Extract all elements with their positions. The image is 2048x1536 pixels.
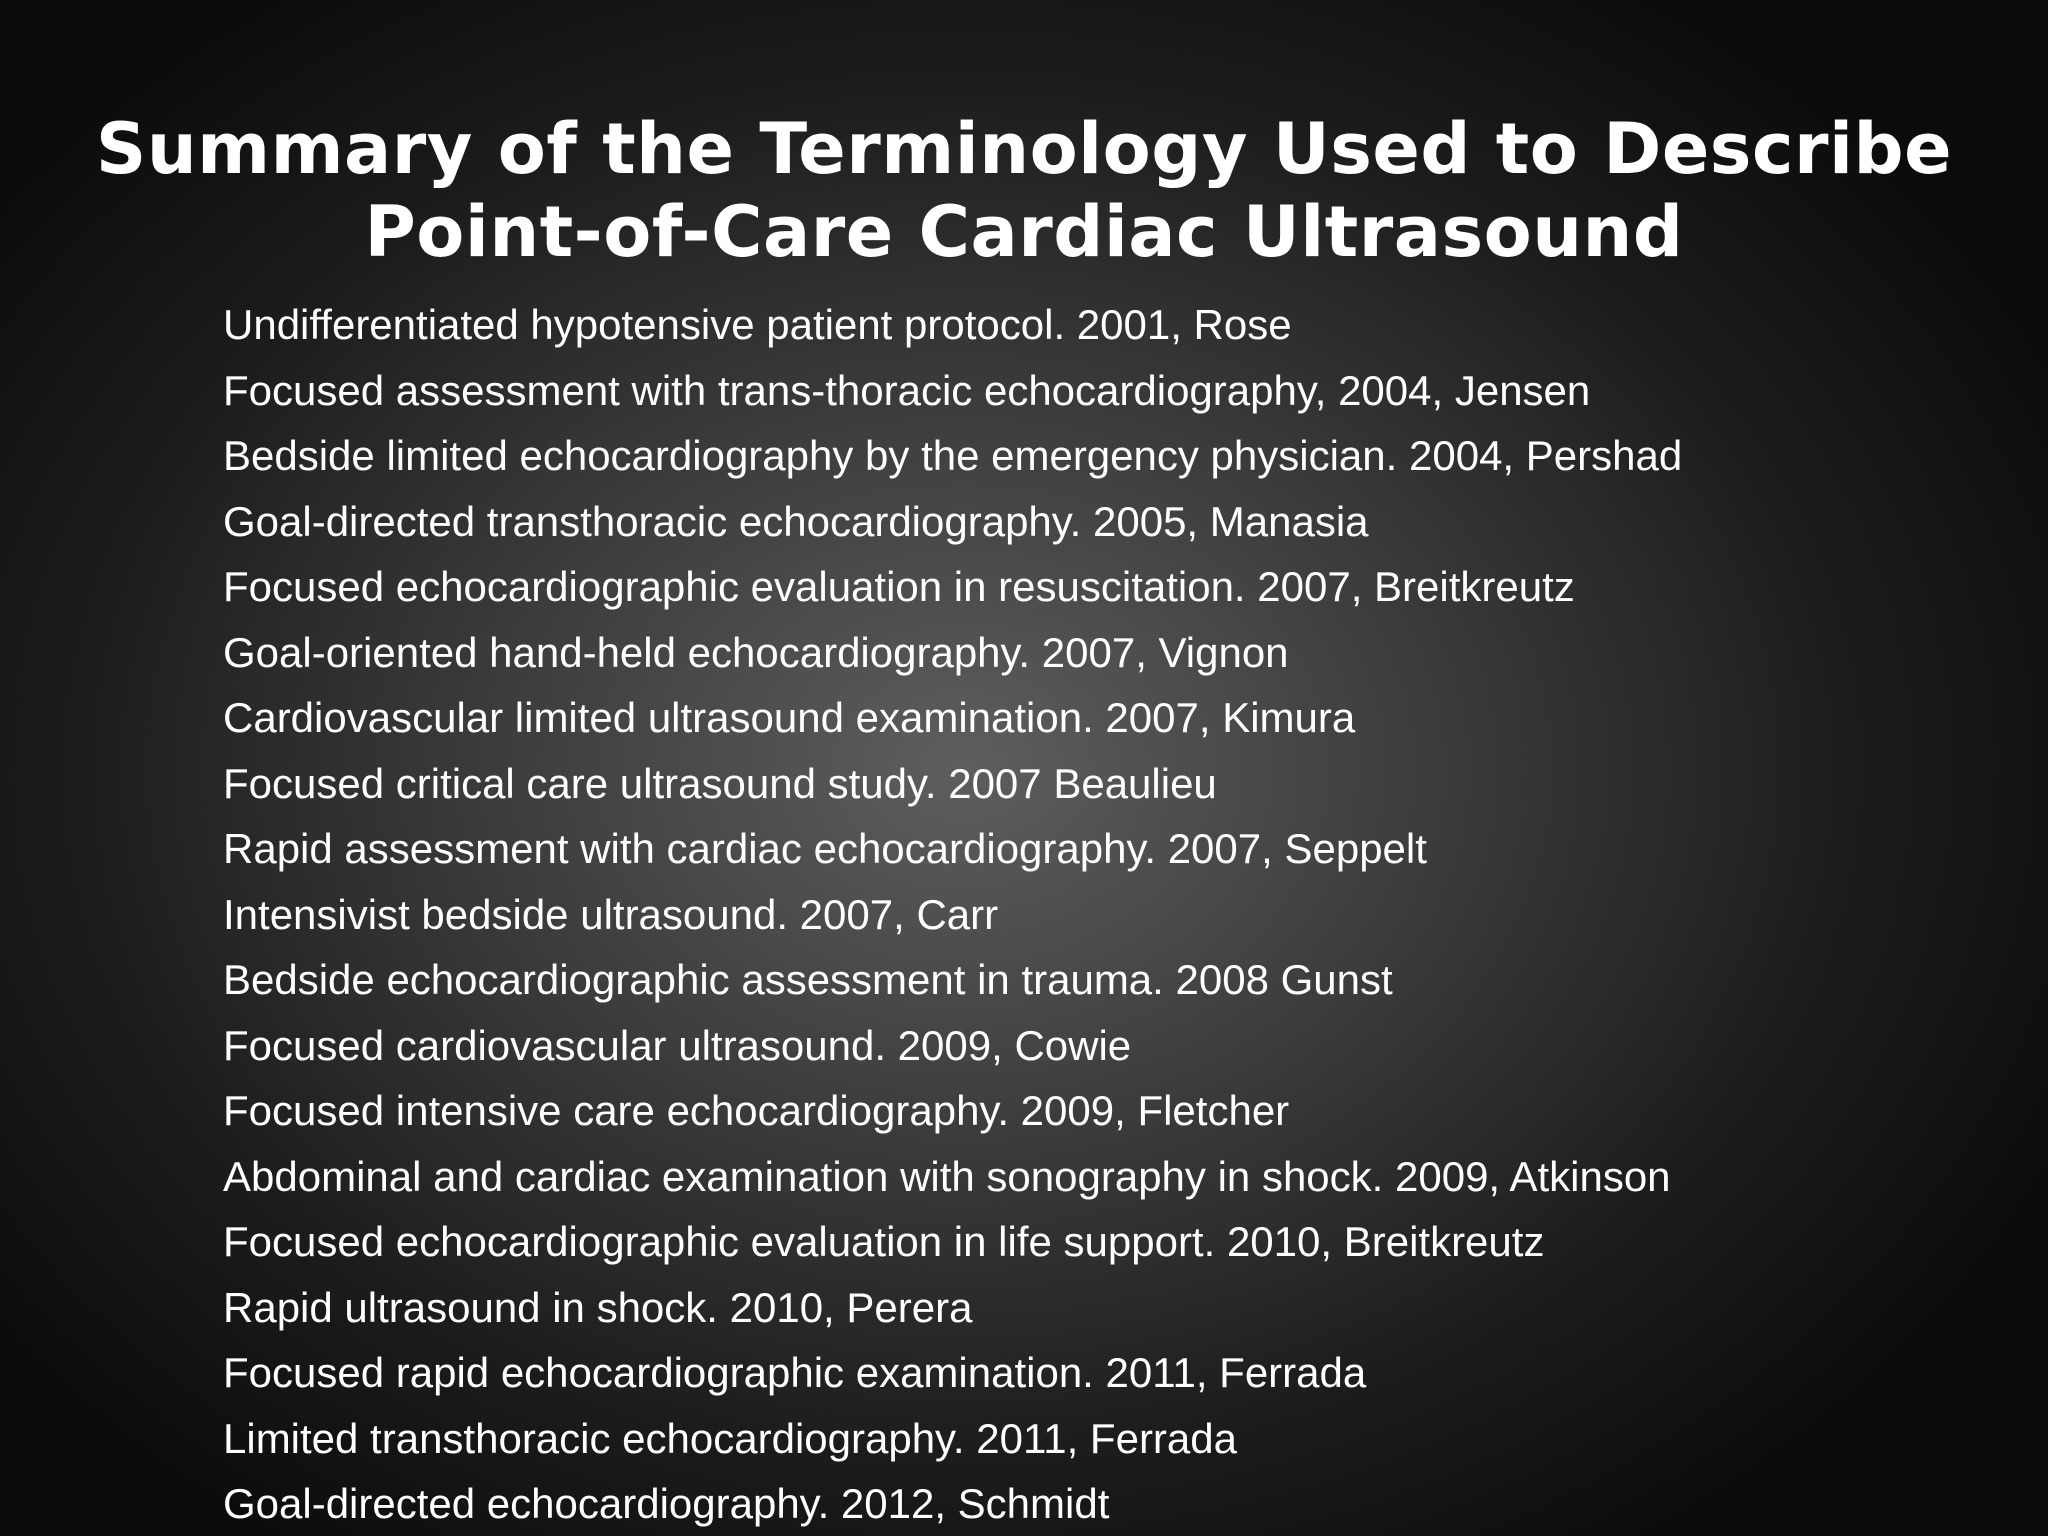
list-item: Goal-directed echocardiography. 2012, Schmidt: [223, 1480, 1110, 1527]
list-item: Intensivist bedside ultrasound. 2007, Carr: [223, 890, 999, 938]
list-item: Undifferentiated hypotensive patient protocol. 2001, Rose: [223, 301, 1292, 348]
list-item: Focused rapid echocardiographic examination. 2011, Ferrada: [223, 1349, 1367, 1396]
list-item: Focused intensive care echocardiography. 2009, Fletcher: [223, 1087, 1290, 1134]
terminology-list: [223, 292, 2003, 1536]
list-item: Focused echocardiographic evaluation in resuscitation. 2007, Breitkreutz: [223, 563, 1575, 610]
list-item: Focused echocardiographic evaluation in life support. 2010, Breitkreutz: [223, 1218, 1545, 1265]
list-item: Rapid assessment with cardiac echocardiography. 2007, Seppelt: [223, 825, 1427, 872]
list-item: Bedside echocardiographic assessment in trauma. 2008 Gunst: [223, 956, 1393, 1003]
list-item: Bedside limited echocardiography by the emergency physician. 2004, Pershad: [223, 432, 1683, 479]
list-item: Rapid ultrasound in shock. 2010, Perera: [223, 1283, 973, 1331]
list-item: Cardiovascular limited ultrasound examination. 2007, Kimura: [223, 694, 1356, 741]
list-item: Focused critical care ultrasound study. 2007 Beaulieu: [223, 759, 1217, 807]
list-item: Focused assessment with trans-thoracic echocardiography, 2004, Jensen: [223, 366, 1591, 414]
list-item: Focused cardiovascular ultrasound. 2009, Cowie: [223, 1021, 1132, 1069]
list-item: Limited transthoracic echocardiography. 2011, Ferrada: [223, 1414, 1237, 1462]
list-item: Goal-directed transthoracic echocardiography. 2005, Manasia: [223, 497, 1369, 545]
list-item: Abdominal and cardiac examination with sonography in shock. 2009, Atkinson: [223, 1152, 1671, 1200]
list-item: Goal-oriented hand-held echocardiography. 2007, Vignon: [223, 628, 1289, 676]
slide-title-line-1: Summary of the Terminology Used to Describe: [95, 108, 1953, 190]
slide-title-line-2: Point-of-Care Cardiac Ultrasound: [364, 191, 1684, 273]
slide-title: [0, 108, 2048, 274]
